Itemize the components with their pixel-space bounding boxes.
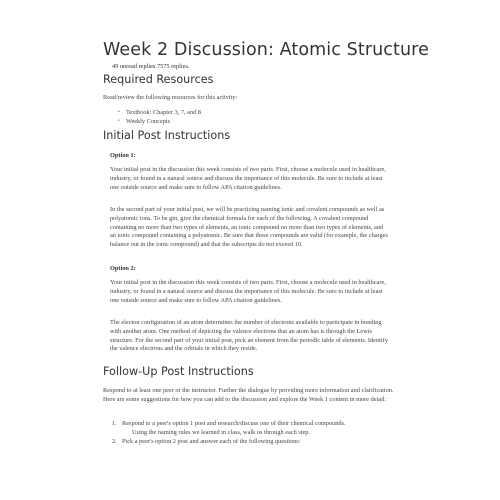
follow-up-list	[112, 420, 392, 446]
option-1-paragraph-2: In the second part of your initial post, we will be practicing naming ionic and covalent compounds as well as polyatomic ions. To be gin, give the chemical formula for each of the following. A covalent compound containing no more than two types of elements, an ionic compound no more than two types of elements, and an ionic compound containing a polyatomic. Be sure that these compounds are valid (for example, the charges balance out in the ionic compound) and that the subscripts do not exceed 10.	[110, 206, 388, 249]
option-2-paragraph-1: Your initial post in the discussion this week consists of two parts. First, choose a molecule used in healthcare, industry, or found in a natural source and discuss the importance of this molecule. Be sure to include at least one outside source and make sure to follow APA citation guidelines.	[110, 279, 386, 304]
follow-up-intro: Respond to at least one peer or the instructor. Further the dialogue by providing more information and clarification. Here are some suggestions for how you can add to the discussion and explore the Week 1 content in more detail:	[103, 387, 394, 403]
list-item-subtext: Using the naming rules we learned in class, walk us through each step.	[132, 428, 311, 436]
page-title: Week 2 Discussion: Atomic Structure	[103, 40, 429, 60]
resources-list	[118, 108, 201, 126]
option-2-label: Option 2:	[110, 265, 136, 272]
list-item-text: Pick a peer's option 2 post and answer each of the following questions:	[122, 437, 301, 445]
option-1-paragraph-1: Your initial post in the discussion this week consists of two parts. First, choose a molecule used in healthcare, industry, or found in a natural source and discuss the importance of this molecule. Be sure to include at least one outside source and make sure to follow APA citation guidelines.	[110, 166, 386, 191]
list-item-text: Respond to a peer's option 1 post and research/discuss one of their chemical compounds.	[122, 420, 346, 427]
reply-counts	[112, 63, 189, 70]
list-item: 1. Respond to a peer's option 1 post and research/discuss one of their chemical compounds. Using the naming rules we learned in class, walk us through each step.	[112, 420, 392, 438]
follow-up-heading: Follow-Up Post Instructions	[103, 365, 254, 378]
initial-post-heading: Initial Post Instructions	[103, 129, 231, 142]
required-resources-heading: Required Resources	[103, 73, 214, 86]
total-replies: 7575 replies.	[156, 63, 190, 70]
list-item: 2. Pick a peer's option 2 post and answer each of the following questions:	[112, 437, 301, 445]
resource-item[interactable]: • Weekly Concepts	[118, 117, 201, 126]
option-1-label: Option 1:	[110, 152, 136, 159]
option-2-paragraph-2: The electon configuration of an atom determines the number of electrons available to participate in bonding with another atom. One method of depicting the valence electrons that an atom has is through the Lewis structure. For the second part of your initial post, pick an element from the periodic table of elements. Identify the valence electrons and the orbitals in which they reside.	[110, 319, 388, 353]
unread-replies-link[interactable]: 49 unread replies.	[112, 63, 157, 70]
resource-item: • Textbook: Chapter 3, 7, and 8	[118, 108, 201, 117]
required-resources-intro: Read/review the following resources for this activity:	[103, 94, 238, 101]
